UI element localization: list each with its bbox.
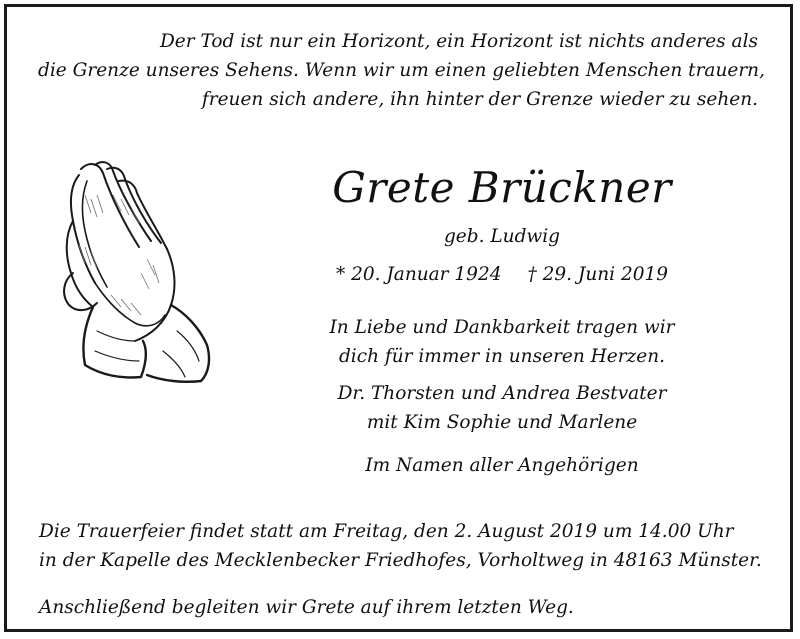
death-date: † 29. Juni 2019 — [527, 264, 669, 285]
dedication-line: dich für immer in unseren Herzen. — [338, 346, 666, 367]
dedication-line: In Liebe und Dankbarkeit tragen wir — [329, 317, 675, 338]
funeral-details — [39, 517, 779, 575]
mourners-line: Dr. Thorsten und Andrea Bestvater — [337, 383, 667, 404]
mourners-line: mit Kim Sophie und Marlene — [366, 412, 638, 433]
obituary-notice — [4, 4, 793, 632]
mourners — [207, 379, 797, 437]
birth-date: * 20. Januar 1924 — [335, 264, 502, 285]
quote-line: Der Tod ist nur ein Horizont, ein Horizont ist nichts anderes als — [159, 31, 758, 52]
quote-line: die Grenze unseres Sehens. Wenn wir um einen geliebten Menschen trauern, — [38, 60, 765, 81]
funeral-line: Die Trauerfeier findet statt am Freitag, den 2. August 2019 um 14.00 Uhr — [39, 521, 734, 542]
closing-line: Anschließend begleiten wir Grete auf ihrem letzten Weg. — [39, 597, 574, 618]
opening-quote — [38, 27, 765, 114]
on-behalf-line: Im Namen aller Angehörigen — [365, 455, 639, 476]
maiden-name: geb. Ludwig — [443, 226, 561, 247]
dedication — [207, 313, 797, 371]
life-dates — [207, 261, 797, 289]
quote-line: freuen sich andere, ihn hinter der Grenze wieder zu sehen. — [201, 89, 758, 110]
praying-hands-icon — [51, 155, 221, 387]
deceased-name: Grete Brückner — [332, 163, 672, 212]
funeral-line: in der Kapelle des Mecklenbecker Friedhofes, Vorholtweg in 48163 Münster. — [39, 550, 762, 571]
